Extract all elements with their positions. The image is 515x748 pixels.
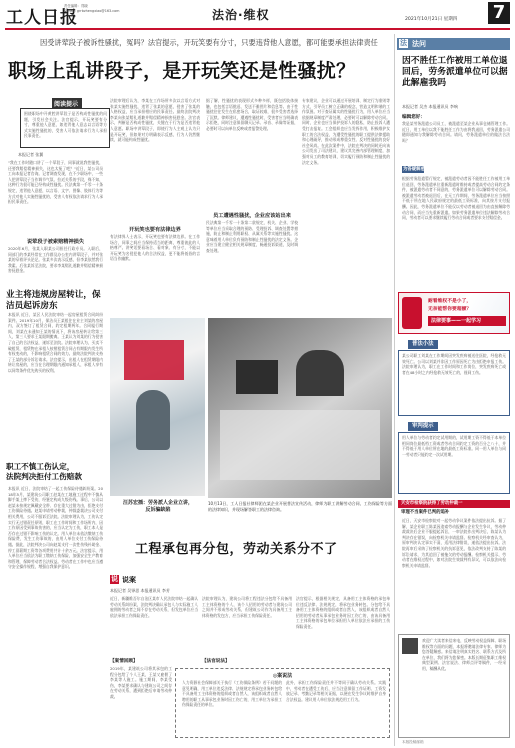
promo-line-1: 耐看维权不是小了， bbox=[428, 299, 472, 304]
left-lower-headline bbox=[6, 462, 104, 482]
lead-col2-text-2: 有法律界人士表示，开玩笑也要有法律边界。在工作场合，同事之间应当保持适当的距离，尊重彼此的人格尊严。讲笑话要看场合、看对象、有分寸，不能以开玩笑为名侵犯他人的合法权益，更不能将低俗的言语当作幽默。 bbox=[110, 234, 200, 262]
box3-text: 近日，天安市检察院对一起劳动争议案件依法提出抗诉。据了解，某企业职工陈某因追索劳动报酬与企业发生争议，劳动仲裁裁决后企业不服提起诉讼，一审法院作出判决后，陈某认为判决存在错误，向检察机关申请监督。检察机关经审查认为，原审判决认定事实不清，适用法律错误，遂依法提出抗诉。法院再审后采纳了检察机关的抗诉意见，依法改判支持了陈某的诉讼请求，为其追回了被拖欠的劳动报酬。检察机关提示，劳动者在维权过程中，如对法院生效裁判有异议，可以依法向检察机关申请监督。 bbox=[402, 518, 506, 568]
case-review-label: 【案情回顾】 bbox=[110, 659, 138, 664]
fawen-badge: 法 bbox=[400, 39, 407, 47]
feature-col3-text: 法官提示，根据相关规定，具备用工主体资格的承包单位违反法律、法规规定，将承包业务转包、分包给不具备用工主体资格的组织或者自然人，该组织或者自然人招用的劳动者从事承包业务时因工伤亡的，由该具备用工主体资格的承包单位承担用人单位依法应承担的工伤保险责任。 bbox=[296, 596, 390, 629]
lead-subhead-2: 开玩笑也要有法律边界 bbox=[129, 227, 181, 233]
left-lower-headline-line2: 法院判决拒付工伤赔款 bbox=[6, 472, 82, 481]
cartoon-caption-line2: 反诉骗缺陷 bbox=[145, 507, 171, 513]
feature-col1-text-2: 2019年，某建筑公司将其承包的工程分包给了个人王某，王某又雇佣了李某等人施工。施工期间，李某受伤，李某要求确认与建筑公司之间存在劳动关系，遭到拒绝后申请劳动仲裁。 bbox=[110, 666, 172, 699]
box2-text: 用人单位与劳动者约定试用期的，试用期工资不得低于本单位相同岗位最低档工资或者劳动合同约定工资的百分之八十，并不得低于用人单位所在地的最低工资标准。同一用人单位与同一劳动者只能约定一次试用期。 bbox=[402, 435, 506, 457]
masthead-email: E-mail: grrbzhengxiao@163.com bbox=[64, 8, 120, 13]
photo-desk bbox=[220, 410, 380, 480]
masthead-editor-info bbox=[64, 4, 124, 13]
masthead-editor: 责任编辑：郑晓 bbox=[64, 4, 88, 8]
box2-title: 审判提示 bbox=[408, 422, 438, 431]
cartoon-caption-line1: 汪苏宏插：劳务派人企业立讲， bbox=[122, 500, 193, 506]
reading-tip-text: 围绕职场中开黄腔讲荤段子是否构成性骚扰的问题，引发社会关注。法官提示，开玩笑要有分寸，尊重他人意愿，如违背他人意志以言语等方式实施性骚扰的，受害人可依法请求行为人承担民事责任。 bbox=[24, 111, 107, 139]
lead-col3-text-2: 民法典第一千零一十条第二款规定，机关、企业、学校等单位应当采取合理的预防、受理投诉、调查处置等措施，防止和制止利用职权、从属关系等实施性骚扰。这意味着用人单位负有预防和制止性骚扰的法定义务。企业应当建立健全相关规章制度，畅通投诉渠道，及时调查处理。 bbox=[206, 220, 298, 253]
lead-col2-text: 法院审理后认为，李某在工作场所多次以言语方式对张某实施性骚扰，违背了张某的意愿，侵害了张某的人格权益，应当承担相应的民事责任。最终法院判决李某向张某赔礼道歉并赔偿精神损害抚慰金。法官表示，判断是否构成性骚扰，关键在于行为是否违背他人意愿。职场中讲荤段子，即使行为人主观上认为只是开玩笑，但如果对方明确表示反感，行为人仍然继续，就可能构成性骚扰。 bbox=[110, 98, 200, 143]
story2-headline: 业主将违规房屋转让，保洁员起诉房东 bbox=[6, 290, 101, 311]
case-analysis-box bbox=[175, 668, 390, 738]
photo-caption: 10月13日，工人日报社律师团在某企业开展普法宣传活动，律师为职工讲解劳动合同、工伤保险等方面的法律知识，并现场解答职工的法律咨询。 bbox=[208, 501, 392, 512]
lead-col1-text-2: 2020年6月，张某入职某公司担任行政专员。入职后，同部门的李某经常在工作群及办公室内讲荤段子，并对张某的穿着评头论足。张某多次表示反感，但李某依然我行我素。后张某诉至法院，要求李某赔礼道歉并赔偿精神损害抚慰金。 bbox=[8, 246, 103, 274]
cartoon-screen bbox=[124, 340, 184, 380]
lead-kicker: 因受讲荤段子被诉性骚扰，冤吗？法官提示，开玩笑要有分寸，只要违背他人意愿，都可能要承担法律责任 bbox=[40, 38, 378, 47]
fawen-label: 法问 bbox=[412, 40, 426, 48]
answer-text: 根据劳务派遣暂行规定，被派遣劳动者因不能胜任工作被用工单位退回，劳务派遣单位重新派遣时维持或者提高劳动合同约定条件，被派遣劳动者不同意的，劳务派遣单位可以解除劳动合同。被派遣劳动者被退回后，在无工作期间，劳务派遣单位应当按照不低于所在地人民政府规定的最低工资标准，向其按月支付报酬。因此，劳务派遣单位不能仅以劳动者被退回为由直接解除劳动合同，而应当先重新派遣。如果劳务派遣单位违法解除劳动合同，劳动者可以要求继续履行劳动合同或者要求支付赔偿金。 bbox=[402, 176, 510, 221]
feature-col2-text: 法院审理认为，建筑公司将工程违法分包给不具备用工主体资格的个人，该个人招用的劳动者与建筑公司之间并不形成劳动关系，但建筑公司作为具备用工主体资格的发包方，应当承担工伤保险责任。 bbox=[202, 596, 292, 618]
qr-code-icon bbox=[402, 638, 418, 654]
right-byline: 本报记者 吴杰 本报通讯员 李响 bbox=[402, 104, 458, 109]
section-title: 法治·维权 bbox=[212, 8, 270, 22]
box1-title: 普法小法 bbox=[408, 340, 438, 349]
promo-line-3: 法律要事——一起学习 bbox=[431, 318, 482, 324]
judge-says-label: 【法官说法】 bbox=[202, 659, 230, 664]
promo-line-2: 无奈能帮你要超额？ bbox=[428, 307, 472, 312]
feature-byline: 本报记者 吴铎思 本报通讯员 李芳 bbox=[110, 588, 170, 593]
lead-subhead-3: 员工遭遇性骚扰，企业应该站出来 bbox=[213, 213, 291, 219]
box3-subtitle: 审理不当案件已判的追补 bbox=[401, 510, 450, 515]
left-lower-headline-line1: 职工不慎工伤认定， bbox=[6, 462, 75, 471]
photo-figure-1 bbox=[236, 360, 278, 394]
lead-col4-text: 专家建议，企业可以通过开展培训、制定行为准则等方式，引导员工树立正确的观念，营造文明和谐的工作氛围。对于查证属实的性骚扰行为，用人单位应当依据规章制度严肃处理，必要时可以解除劳动合同。同时，企业也应当保护投诉人的隐私，防止投诉人遭受打击报复。工会组织也应当发挥作用，积极维护女职工的合法权益，为遭受性骚扰的职工提供法律援助和心理疏导，推动形成尊重女性、反对性骚扰的良好社会风尚。在此次案件中，法院在判决的同时还向该公司发出了司法建议，建议其完善内部管理制度，加强对员工的教育培训，切实履行预防和制止性骚扰的法定义务。 bbox=[302, 98, 390, 165]
cartoon-caption bbox=[112, 500, 204, 514]
lead-headline: 职场上乱讲段子，是开玩笑还是性骚扰？ bbox=[8, 60, 356, 82]
box4-text: 欢迎广大读者来信来电，反映劳动权益保障、职场维权等方面的问题，本报将邀请法律专家、律师为您答疑解惑。来信请注明真实姓名、联系方式及所在单位，我们将为您保密。本版长期征集职工维权典型案例、法官说法、律师点评等稿件，一经采用，稿酬从优。 bbox=[422, 638, 506, 671]
lead-subhead-1: 说荤段子被索赔精神损失 bbox=[26, 239, 85, 245]
newspaper-logo: 工人日报 bbox=[6, 8, 78, 28]
lead-col1-text: "我在工作时随口讲了一个荤段子，同事就说我性骚扰，还要我赔偿精神损失，这也太冤了吧？"近日，某公司员工向本报记者咨询。记者调查发现，在不少职场中，一些人把讲荤段子当作调节气氛、拉近关系的手段，殊不知，这种行为很可能已经构成性骚扰。民法典第一千零一十条规定，违背他人意愿，以言语、文字、图像、肢体行为等方式对他人实施性骚扰的，受害人有权依法请求行为人承担民事责任。 bbox=[8, 160, 103, 205]
case-analysis-text-2: 此外，承担工伤保险责任并不等同于确认劳动关系。实践中，劳动者在遭受工伤后，应当注意保留工作证明、工资发放记录、考勤记录等相关证据，以便在发生争议时维护自身合法权益。建议用人单位依法规范用工行为。 bbox=[286, 680, 386, 702]
box1-text: 某公司职工刘某在工作期间因突发疾病被送往医院，经抢救无效死亡。公司以刘某并非因工作原因死亡为由拒绝申报工伤。法院审理认为，职工在工作时间和工作岗位，突发疾病死亡或者在48小时之内经抢救无效死亡的，视同工伤。 bbox=[402, 353, 506, 375]
story2-text: 本报讯 近日，某区人民法院审结一起房屋租赁合同纠纷案件。2019年10月，保洁员王某租住在业主刘某的房屋内，双方签订了租赁合同，约定租期两年。合同履行期间，刘某在未通知王某的情况下，将该房屋转让给第三人，第三人要求王某限期搬离。王某认为刘某的行为侵害了自己的合法权益，遂诉至法院。法院审理认为，买卖不破租赁，租赁物在承租人按照租赁合同占有期限内发生所有权变动的，不影响租赁合同的效力。最终法院判决支持了王某的部分诉讼请求。法官提示，出租人在租赁期限内转让房屋的，应当在合理期限内通知承租人，承租人享有以同等条件优先购买的权利。 bbox=[8, 312, 103, 373]
shuo-label: 说案 bbox=[122, 576, 136, 584]
box3-title: 天安市检察院获得了劳动仲裁一 bbox=[401, 501, 463, 506]
reader-letter-label: 编辑您好： bbox=[402, 115, 425, 120]
case-analysis-text-1: 人力资源社会保障部关于执行《工伤保险条例》若干问题的意见明确，用工单位违反法律、法规规定将承包业务转包给不具备用工主体资格的组织或者自然人，该组织或者自然人聘用的职工从事承包业务时因工伤亡的，用工单位为承担工伤保险责任的单位。 bbox=[182, 680, 282, 708]
right-column-headline: 因不胜任工作被用工单位退回后，劳务派遣单位可以据此解雇我吗 bbox=[402, 56, 508, 88]
reader-letter-text: 我是某劳务派遣公司员工，被派遣至某企业从事仓储管理工作。近日，用工单位以我不能胜任工作为由将我退回，劳务派遣公司随即通知与我解除劳动合同。请问，劳务派遣单位的做法合法吗？ bbox=[402, 121, 510, 143]
page-number: 7 bbox=[488, 2, 510, 24]
promo-badge-icon bbox=[402, 297, 422, 329]
feature-col1-text: 近日，新疆维吾尔自治区某市人民法院审结一起确认劳动关系纠纷案，法院判决确认承包人与实际施工人雇佣的劳动者之间不存在劳动关系，但发包单位应当依法承担工伤保险责任。 bbox=[110, 596, 198, 618]
case-analysis-title: ◎案说法 bbox=[272, 673, 293, 679]
lead-col3-text: 据了解，性骚扰的表现形式多种多样，既包括肢体接触，也包括言语挑逗、发送不雅图片和信息等。由于性骚扰往往发生在私密场合，取证较难，很多受害者选择了沉默。律师建议，遭遇性骚扰时，受害者应当明确表示拒绝，同时注意保留聊天记录、录音、录像等证据，必要时可以向单位反映或者报警处理。 bbox=[206, 98, 298, 131]
lead-byline: 本报记者 张翼 bbox=[18, 152, 44, 157]
shuo-badge: 说 bbox=[111, 575, 118, 583]
feature-headline: 工程承包再分包，劳动关系分不了 bbox=[135, 542, 338, 557]
answer-label: 为答疑解惑 bbox=[403, 167, 425, 172]
photo-figure-2 bbox=[296, 350, 344, 396]
left-lower-text: 本报讯 近日，法院审结了一起工伤保险待遇纠纷案。2018年5月，某建筑公司职工赵某在工地施工过程中不慎从脚手架上摔下受伤，经鉴定构成九级伤残。事后，公司以赵某未按规定佩戴安全带、存在重大过错为由，拒绝支付工伤保险待遇。赵某申请劳动仲裁，仲裁委裁决公司支付相关费用，公司不服诉至法院。法院审理认为，工伤认定实行无过错责任原则，职工在工作时间和工作场所内，因工作原因受到事故伤害的，应当认定为工伤，职工本人是否存在过错不影响工伤的认定。用人单位未依法缴纳工伤保险费，发生工伤事故的，由用人单位支付工伤保险待遇。据此，法院判决公司向赵某支付一次性伤残补助金、停工留薪期工资等各项费用共计十余万元。法官提示，用人单位应当依法为职工缴纳工伤保险，加强安全生产教育和管理，保障劳动者合法权益。劳动者在工作中也应当遵守安全操作规程，增强自我保护意识。 bbox=[8, 486, 103, 570]
cartoon-figure bbox=[136, 390, 170, 450]
top-rule bbox=[5, 28, 510, 30]
reading-tip-label: 阅读提示 bbox=[54, 101, 79, 108]
footer-note: 本版投稿邮箱 bbox=[402, 740, 424, 744]
issue-date: 2021年10月21日 星期四 bbox=[405, 17, 458, 22]
